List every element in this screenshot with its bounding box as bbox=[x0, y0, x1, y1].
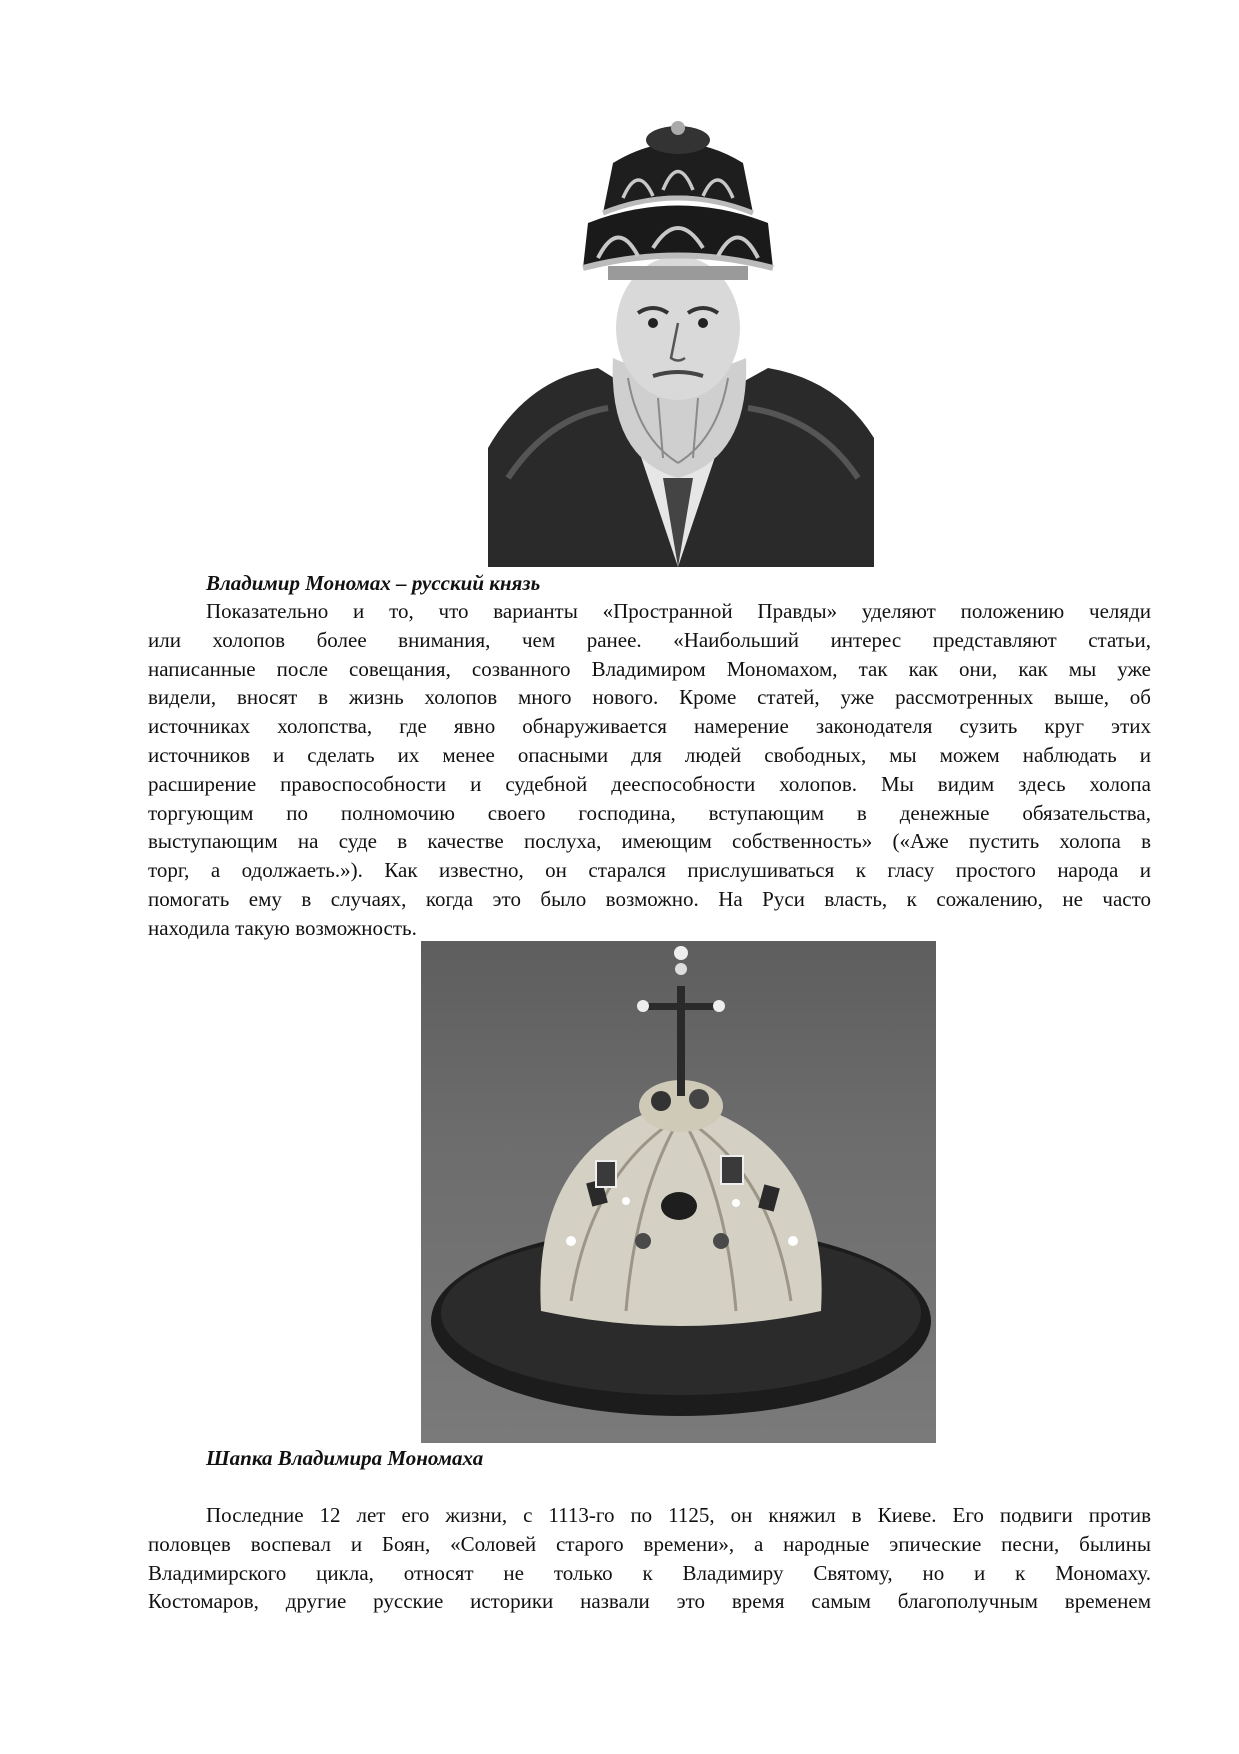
paragraph-line: выступающим на суде в качестве послуха, имеющим собственность» («Аже пустить холопа в bbox=[148, 829, 1151, 854]
paragraph-line: Последние 12 лет его жизни, с 1113-го по 1125, он княжил в Киеве. Его подвиги против bbox=[206, 1503, 1151, 1527]
paragraph-line: Костомаров, другие русские историки назвали это время самым благополучным временем bbox=[148, 1589, 1151, 1614]
paragraph-line: источниках холопства, где явно обнаруживается намерение законодателя сузить круг этих bbox=[148, 714, 1151, 739]
paragraph-line: Показательно и то, что варианты «Пространной Правды» уделяют положению челяди bbox=[206, 599, 1151, 623]
paragraph-line: видели, вносят в жизнь холопов много нового. Кроме статей, уже рассмотренных выше, об bbox=[148, 685, 1151, 710]
paragraph-line: торгующим по полномочию своего господина, вступающим в денежные обязательства, bbox=[148, 800, 1151, 825]
paragraph-line: торг, а одолжаеть.»). Как известно, он старался прислушиваться к гласу простого народа и bbox=[148, 858, 1151, 883]
paragraph-line: расширение правоспособности и судебной дееспособности холопов. Мы видим здесь холопа bbox=[148, 771, 1151, 796]
crown-caption: Шапка Владимира Мономаха bbox=[206, 1446, 484, 1470]
paragraph-line: половцев воспевал и Боян, «Соловей старого времени», а народные эпические песни, былины bbox=[148, 1531, 1151, 1556]
paragraph-line: написанные после совещания, созванного Владимиром Мономахом, так как они, как мы уже bbox=[148, 656, 1151, 681]
paragraph-line: помогать ему в случаях, когда это было возможно. На Руси власть, к сожалению, не часто bbox=[148, 886, 1151, 911]
paragraph-line: источников и сделать их менее опасными для людей свободных, мы можем наблюдать и bbox=[148, 742, 1151, 767]
portrait-image bbox=[488, 118, 874, 567]
paragraph-line: или холопов более внимания, чем ранее. «Наибольший интерес представляют статьи, bbox=[148, 627, 1151, 652]
paragraph-1 bbox=[148, 597, 1151, 943]
paragraph-2 bbox=[148, 1501, 1151, 1616]
portrait-caption: Владимир Мономах – русский князь bbox=[206, 571, 541, 595]
crown-image bbox=[421, 941, 936, 1443]
paragraph-line: находила такую возможность. bbox=[148, 915, 417, 940]
paragraph-line: Владимирского цикла, относят не только к Владимиру Святому, но и к Мономаху. bbox=[148, 1560, 1151, 1585]
